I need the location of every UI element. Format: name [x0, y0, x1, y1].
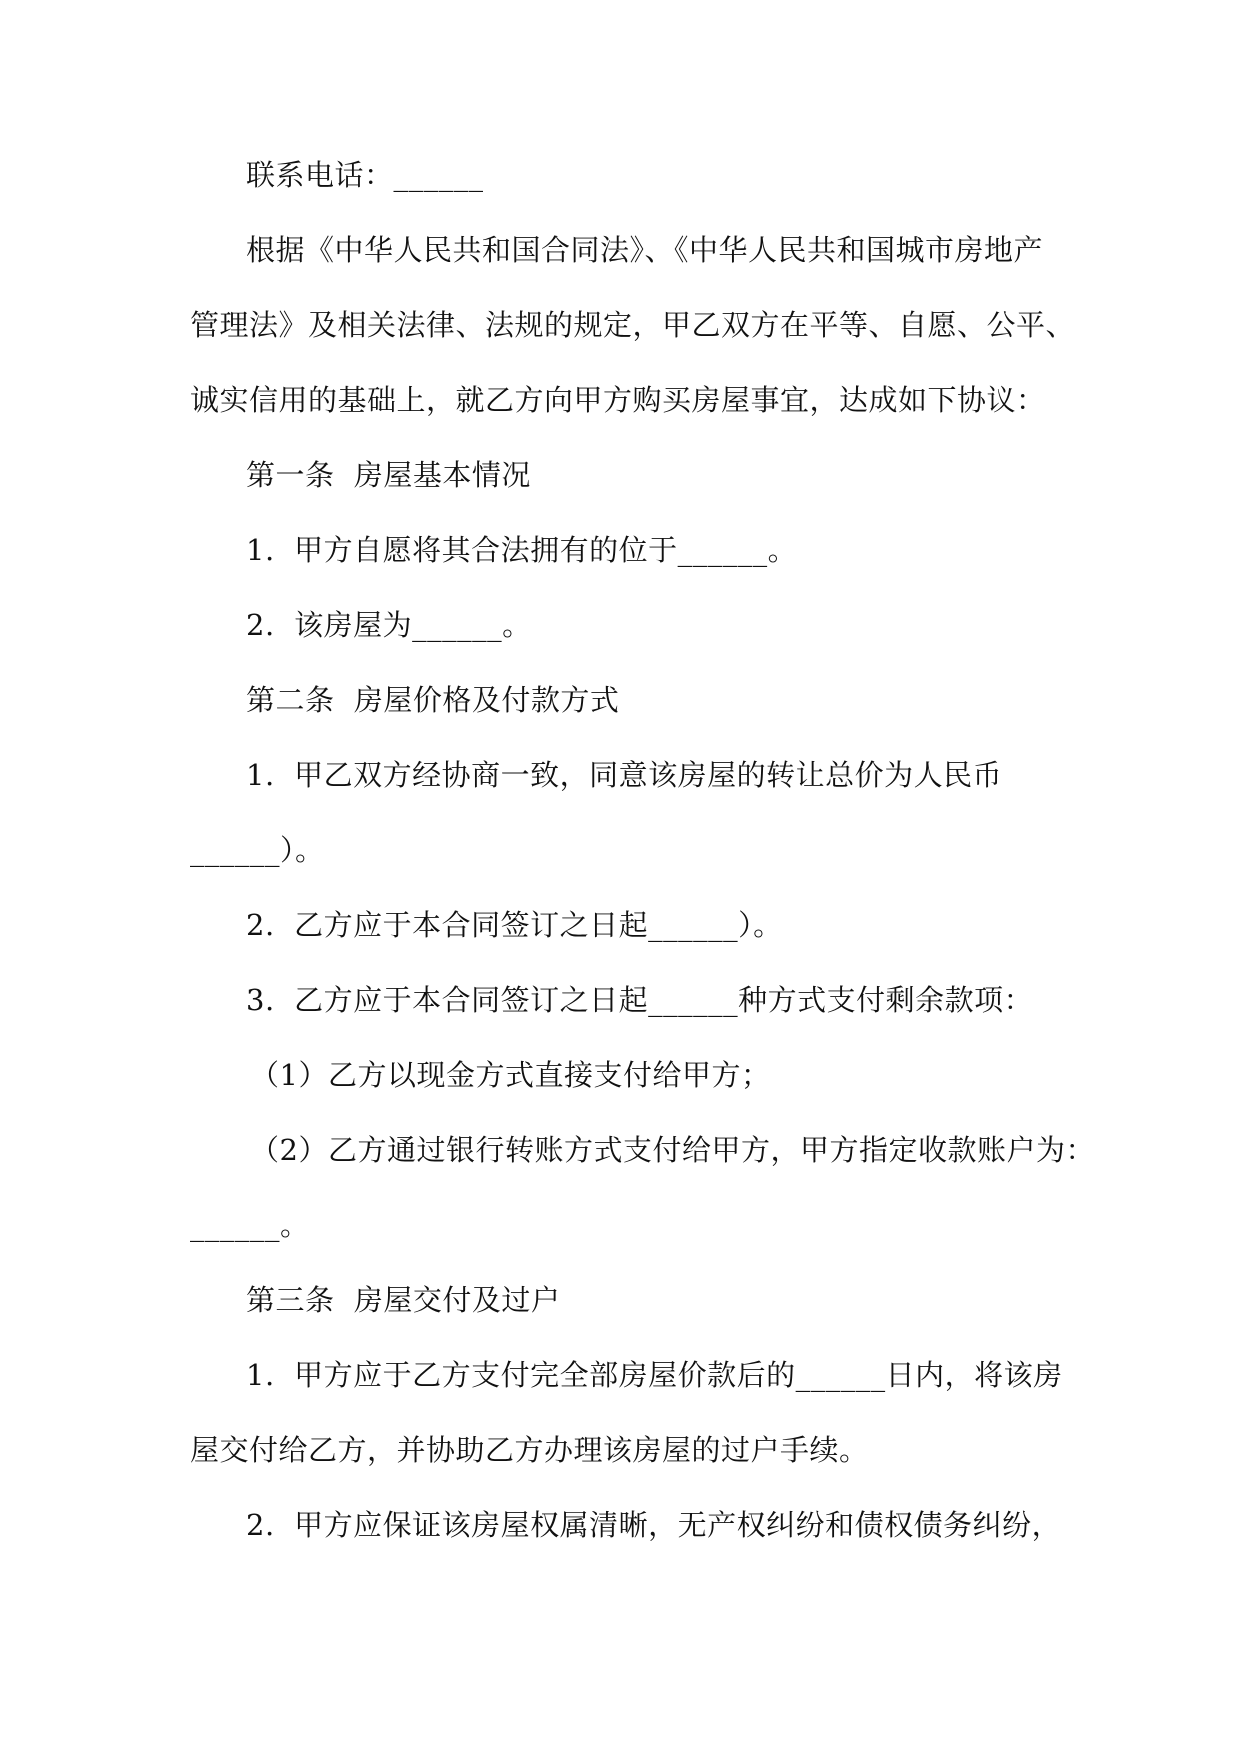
article-1-item-1: 1. 甲方自愿将其合法拥有的位于______。: [246, 533, 798, 567]
payment-option-2: （2）乙方通过银行转账方式支付给甲方，甲方指定收款账户为：: [250, 1133, 1095, 1167]
preamble-line-2: 管理法》及相关法律、法规的规定，甲乙双方在平等、自愿、公平、: [190, 308, 1076, 342]
preamble-line-1: 根据《中华人民共和国合同法》、《中华人民共和国城市房地产: [246, 233, 1044, 267]
preamble-line-3: 诚实信用的基础上，就乙方向甲方购买房屋事宜，达成如下协议：: [190, 383, 1046, 417]
article-2-item-1-cont: ______）。: [190, 833, 325, 867]
article-3-item-1: 1. 甲方应于乙方支付完全部房屋价款后的______日内，将该房: [246, 1358, 1063, 1392]
article-2-item-3: 3. 乙方应于本合同签订之日起______种方式支付剩余款项：: [246, 983, 1034, 1017]
article-3-item-2: 2. 甲方应保证该房屋权属清晰，无产权纠纷和债权债务纠纷，: [246, 1508, 1062, 1542]
article-1-heading: 第一条 房屋基本情况: [246, 458, 531, 492]
article-3-heading: 第三条 房屋交付及过户: [246, 1283, 561, 1317]
article-1-item-2: 2. 该房屋为______。: [246, 608, 532, 642]
payment-option-1: （1）乙方以现金方式直接支付给甲方；: [250, 1058, 771, 1092]
article-2-item-2: 2. 乙方应于本合同签订之日起______）。: [246, 908, 783, 942]
article-2-item-1: 1. 甲乙双方经协商一致，同意该房屋的转让总价为人民币: [246, 758, 1003, 792]
contact-phone-line: 联系电话：______: [246, 158, 484, 192]
article-3-item-1-cont: 屋交付给乙方，并协助乙方办理该房屋的过户手续。: [190, 1433, 869, 1467]
payment-option-2-cont: ______。: [190, 1208, 310, 1242]
article-2-heading: 第二条 房屋价格及付款方式: [246, 683, 620, 717]
